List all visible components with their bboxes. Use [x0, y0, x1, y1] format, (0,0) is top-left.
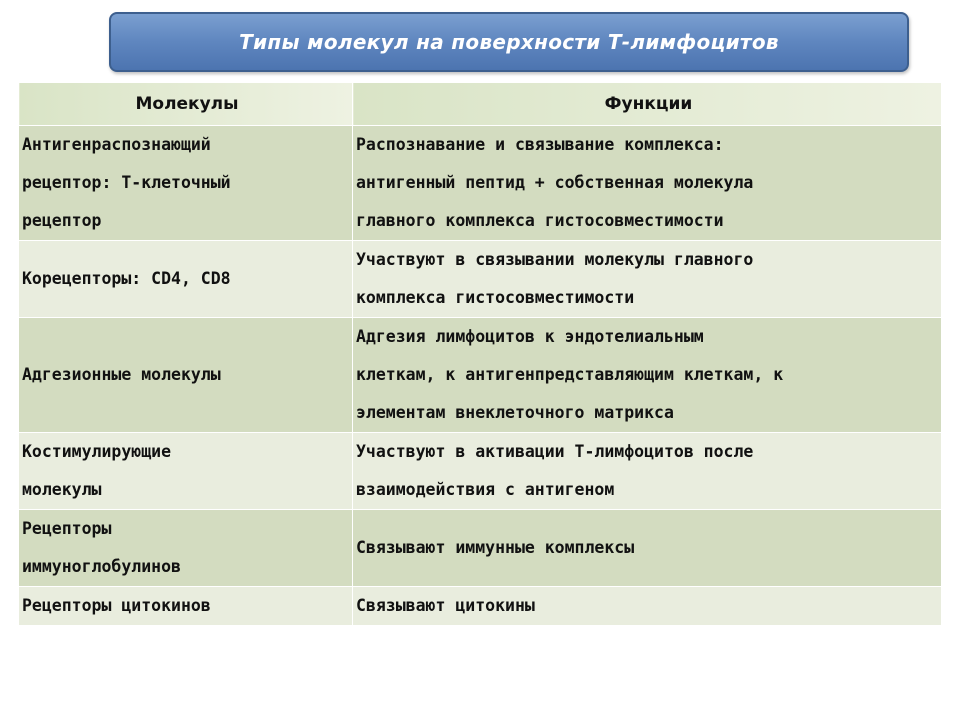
page-title: Типы молекул на поверхности Т-лимфоцитов	[239, 30, 779, 54]
function-cell	[353, 318, 942, 433]
molecule-line: Костимулирующие	[22, 442, 172, 461]
function-line: антигенный пептид + собственная молекула	[356, 173, 754, 192]
molecule-line: Антигенраспознающий	[22, 135, 211, 154]
molecule-cell	[19, 510, 353, 587]
function-cell	[353, 126, 942, 241]
molecule-table	[18, 82, 942, 626]
function-cell	[353, 433, 942, 510]
table-header-row	[19, 83, 942, 126]
molecule-cell	[19, 433, 353, 510]
molecule-line: рецептор	[22, 211, 102, 230]
molecule-cell	[19, 126, 353, 241]
header-molecules: Молекулы	[19, 83, 353, 126]
function-line: Связывают иммунные комплексы	[356, 538, 635, 557]
table-row	[19, 433, 942, 510]
function-line: Распознавание и связывание комплекса:	[356, 135, 724, 154]
molecule-cell	[19, 587, 353, 626]
table-row	[19, 318, 942, 433]
molecule-cell	[19, 241, 353, 318]
function-line: взаимодействия с антигеном	[356, 480, 615, 499]
function-line: клеткам, к антигенпредставляющим клеткам, к	[356, 365, 784, 384]
function-line: элементам внеклеточного матрикса	[356, 403, 674, 422]
header-functions: Функции	[353, 83, 942, 126]
molecule-line: рецептор: Т-клеточный	[22, 173, 231, 192]
function-line: Адгезия лимфоцитов к эндотелиальным	[356, 327, 704, 346]
table-row	[19, 587, 942, 626]
function-line: Участвуют в активации Т-лимфоцитов после	[356, 442, 754, 461]
title-banner	[109, 12, 909, 72]
function-line: Связывают цитокины	[356, 596, 535, 615]
function-cell	[353, 587, 942, 626]
molecule-line: Адгезионные молекулы	[22, 365, 221, 384]
molecule-line: Корецепторы: CD4, CD8	[22, 269, 231, 288]
table-row	[19, 510, 942, 587]
function-line: Участвуют в связывании молекулы главного	[356, 250, 754, 269]
function-line: главного комплекса гистосовместимости	[356, 211, 724, 230]
function-cell	[353, 241, 942, 318]
function-line: комплекса гистосовместимости	[356, 288, 635, 307]
function-cell	[353, 510, 942, 587]
molecule-line: Рецепторы цитокинов	[22, 596, 211, 615]
molecule-line: иммуноглобулинов	[22, 557, 181, 576]
molecule-line: Рецепторы	[22, 519, 112, 538]
table-row	[19, 126, 942, 241]
molecule-cell	[19, 318, 353, 433]
table-row	[19, 241, 942, 318]
molecule-line: молекулы	[22, 480, 102, 499]
